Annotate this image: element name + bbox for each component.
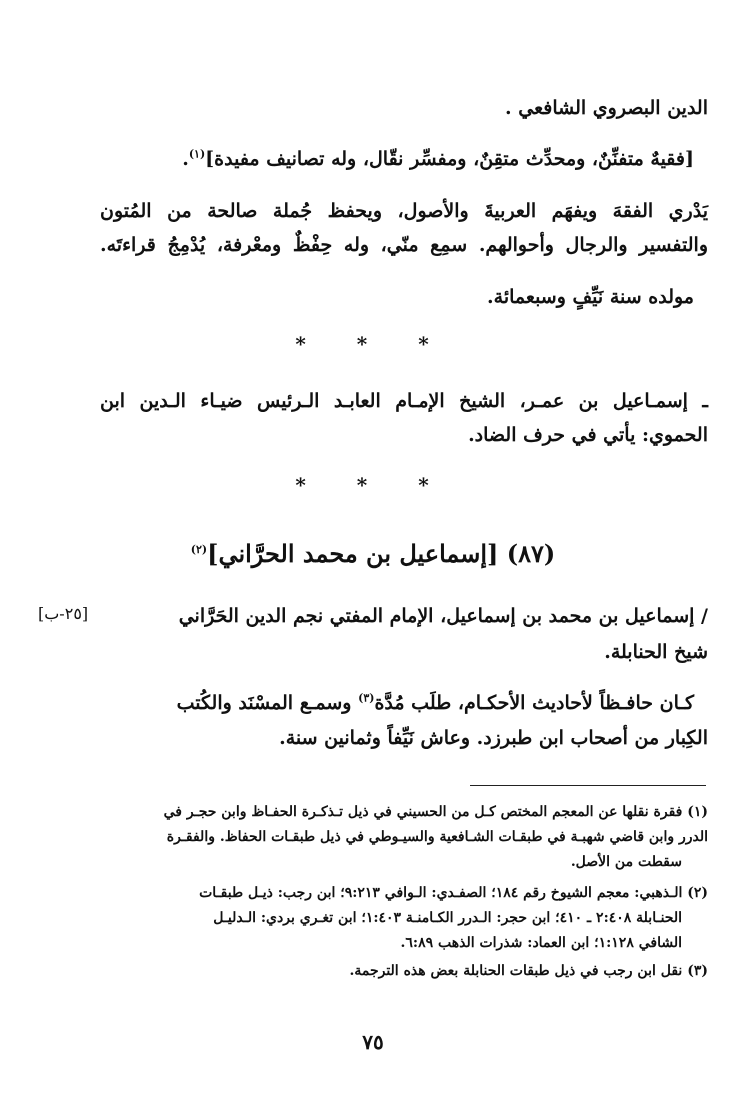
footnote-line: (٣) نقل ابن رجب في ذيل طبقات الحنابلة بعض هذه الترجمة. [349,963,708,979]
text-line [100,143,708,175]
text-line [100,687,708,719]
footnote-line [100,850,708,874]
section-separator: * * * [295,473,451,497]
text-line: الكِبار من أصحاب ابن طبرزد. وعاش نَيِّفاً وثمانين سنة. [279,727,708,749]
text-line: يَدْري الفقهَ ويفهَم العربيةَ والأصول، ويحفظ جُملة صالحة من المُتون [100,200,708,222]
period: . [182,148,189,170]
entry-heading [0,539,746,568]
text-line: / إسماعيل بن محمد بن إسماعيل، الإمام المفتي نجم الدين الحَرَّاني [178,605,708,627]
footnote-line: (٢) الـذهبي: معجم الشيوخ رقم ١٨٤؛ الصفـدي: الـوافي ٩:٢١٣؛ ابن رجب: ذيـل طبقـات [199,885,708,901]
footnote-text: سقطت من الأصل. [570,854,682,870]
text-line: شيخ الحنابلة. [604,641,708,663]
footnote-ref: (٢) [190,543,208,556]
footnote-text: الشافي ١:١٢٨؛ ابن العماد: شذرات الذهب ٦:٨٩. [400,935,682,951]
text-line: الدين البصروي الشافعي . [505,97,708,119]
birth-line: مولده سنة نَيِّفٍ وسبعمائة. [487,286,694,308]
text-line: والتفسير والرجال وأحوالهم. سمِع منّي، وله حِفْظٌ ومعْرفة، يُدْمِجُ قراءتَه. [100,234,708,256]
footnote-line [100,906,708,930]
footnote-text: الحنـابلة ٢:٤٠٨ ـ ٤١٠؛ ابن حجر: الـدرر الكـامنـة ١:٤٠٣؛ ابن تغـري بردي: الـدليـل [213,910,682,926]
heading-text: (٨٧) [إسماعيل بن محمد الحرَّاني] [207,539,556,568]
page-number: ٧٥ [362,1030,384,1054]
footnote-ref: (٣) [358,691,375,705]
text-segment: وسمـع المسْنَد والكُتب [176,692,352,714]
margin-folio-note: [٢٥-ب] [38,604,89,623]
quoted-text: [فقيهٌ متفنِّنٌ، ومحدِّث متقِنٌ، ومفسِّر نقّال، وله تصانيف مفيدة] [205,148,694,170]
footnote-line: (١) فقرة نقلها عن المعجم المختص كـل من الحسيني في ذيل تـذكـرة الحفـاظ وابن حجـر في [163,804,708,820]
footnote-line [100,825,708,849]
footnote-ref: (١) [188,147,206,161]
footnote-text: الدرر وابن قاضي شهبـة في طبقـات الشـافعية والسيـوطي في ذيل طبقـات الحفاظ. والفقـرة [166,829,708,845]
text-line: الحموي: يأتي في حرف الضاد. [468,424,708,446]
text-line [100,281,708,313]
section-separator: * * * [295,332,451,356]
text-segment: كـان حافـظاً لأحاديث الأحكـام، طلَب مُدَّة [374,692,694,714]
footnote-line [100,931,708,955]
footnote-divider [470,785,706,786]
text-line: ـ إسمـاعيل بن عمـر، الشيخ الإمـام العابـد الـرئيس ضيـاء الـدين ابن [100,390,708,412]
